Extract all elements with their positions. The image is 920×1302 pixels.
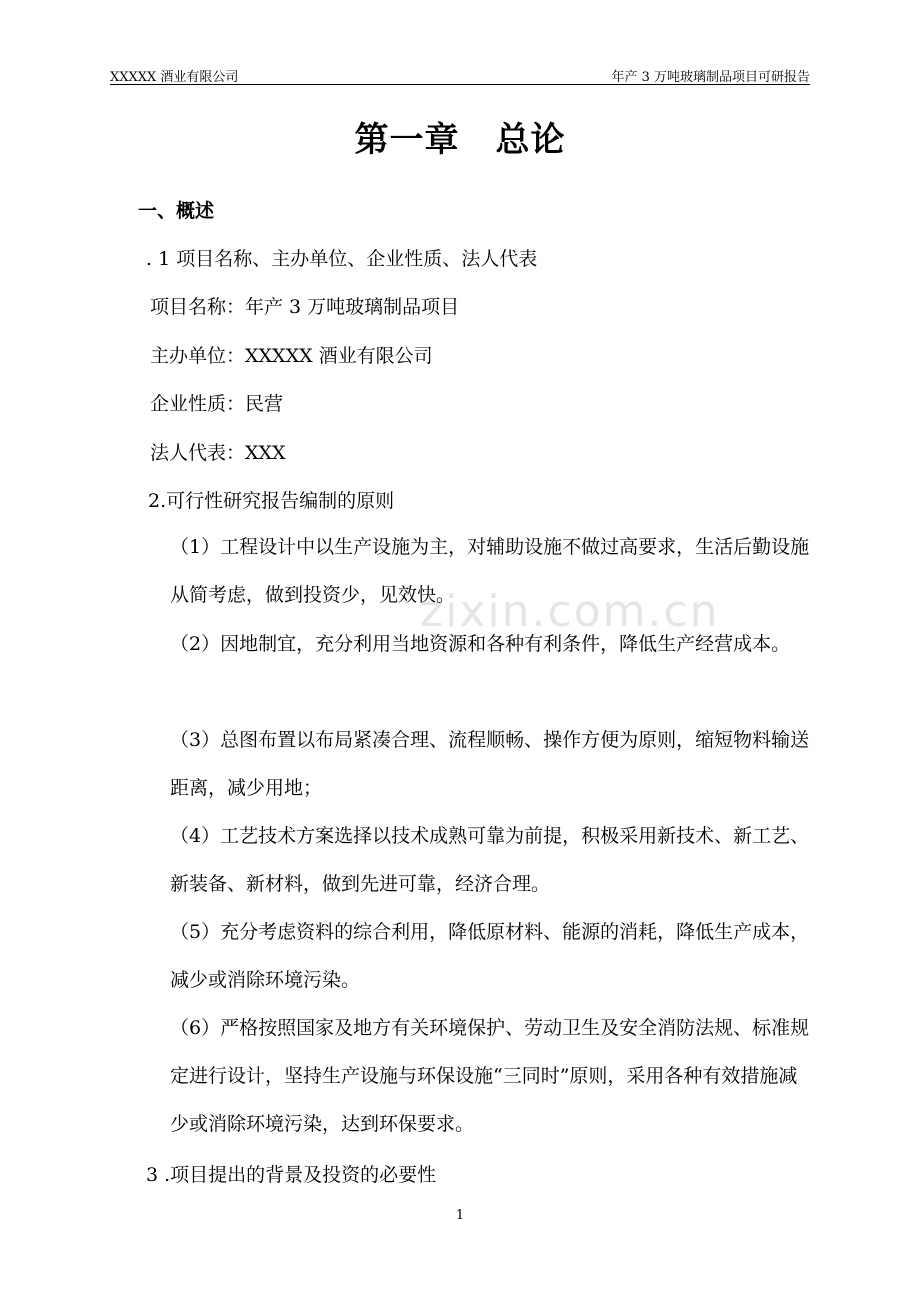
watermark: zixin.com.cn	[420, 586, 720, 637]
page-header	[110, 66, 810, 86]
section-heading: 一、概述	[138, 200, 215, 222]
principle-paragraph: （1）工程设计中以生产设施为主，对辅助设施不做过高要求，生活后勤设施从简考虑，做到投资少，见效快。	[170, 536, 810, 606]
host-unit: 主办单位：XXXXX 酒业有限公司	[150, 345, 433, 367]
principle-paragraph: （5）充分考虑资料的综合利用，降低原材料、能源的消耗，降低生产成本，减少或消除环境污染。	[170, 921, 810, 991]
item2-title: 2.可行性研究报告编制的原则	[148, 490, 395, 512]
project-name: 项目名称：年产 3 万吨玻璃制品项目	[150, 296, 460, 318]
principle-paragraph: （3）总图布置以布局紧凑合理、流程顺畅、操作方便为原则，缩短物料输送距离，减少用地；	[170, 729, 810, 799]
header-company: XXXXX 酒业有限公司	[110, 70, 239, 85]
item1-title: . 1 项目名称、主办单位、企业性质、法人代表	[146, 248, 538, 270]
enterprise-nature: 企业性质：民营	[150, 393, 284, 415]
chapter-number: 第一章	[354, 120, 460, 160]
header-report-title: 年产 3 万吨玻璃制品项目可研报告	[611, 70, 810, 85]
chapter-name: 总论	[495, 120, 566, 160]
header-rule	[110, 84, 810, 85]
principle-paragraph: （4）工艺技术方案选择以技术成熟可靠为前提，积极采用新技术、新工艺、新装备、新材料，做到先进可靠，经济合理。	[170, 825, 810, 895]
page-number: 1	[455, 1208, 465, 1223]
chapter-title	[0, 112, 920, 161]
legal-representative: 法人代表：XXX	[150, 442, 286, 464]
principle-paragraph: （2）因地制宜，充分利用当地资源和各种有利条件，降低生产经营成本。	[170, 633, 791, 655]
item3-title: 3 .项目提出的背景及投资的必要性	[146, 1164, 437, 1186]
principle-paragraph: （6）严格按照国家及地方有关环境保护、劳动卫生及安全消防法规、标准规定进行设计，坚持生产设施与环保设施“三同时”原则，采用各种有效措施减少或消除环境污染，达到环保要求。	[170, 1017, 810, 1135]
